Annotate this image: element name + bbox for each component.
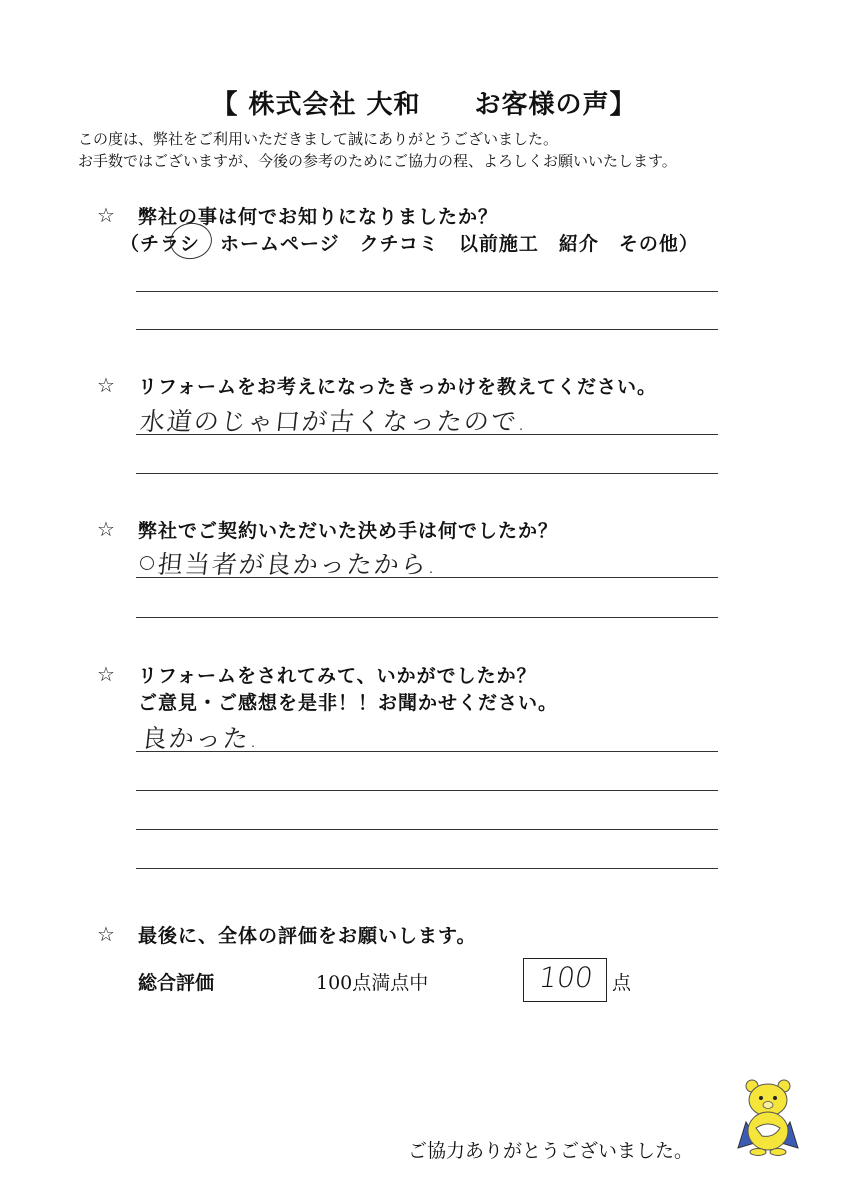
- question-1-options: （チラシ ホームページ クチコミ 以前施工 紹介 その他）: [120, 233, 699, 255]
- answer-line: [136, 329, 718, 330]
- points-unit: 点: [612, 972, 632, 994]
- handwritten-answer-3: 担当者が良かったから.: [156, 550, 440, 579]
- star-icon: ☆: [97, 203, 115, 227]
- question-4-line-1: リフォームをされてみて、いかがでしたか？: [138, 665, 537, 687]
- handwritten-answer-2: 水道のじゃ口が古くなったので.: [138, 407, 530, 436]
- answer-line: [136, 291, 718, 292]
- answer-line: [136, 577, 718, 578]
- star-icon: ☆: [97, 662, 115, 686]
- answer-line: [136, 790, 718, 791]
- answer-line: [136, 617, 718, 618]
- answer-line: [136, 868, 718, 869]
- intro-line-2: お手数ではございますが、今後の参考のためにご協力の程、よろしくお願いいたします。: [78, 152, 677, 170]
- question-5: 最後に、全体の評価をお願いします。: [138, 925, 477, 947]
- handwritten-answer-4: 良かった.: [140, 724, 262, 753]
- page-title: 【 株式会社 大和 お客様の声】: [211, 90, 637, 120]
- answer-line: [136, 829, 718, 830]
- bear-mascot-icon: [736, 1076, 800, 1156]
- answer-line: [136, 434, 718, 435]
- overall-rating-label: 総合評価: [138, 972, 215, 994]
- question-2: リフォームをお考えになったきっかけを教えてください。: [138, 376, 658, 398]
- thanks-message: ご協力ありがとうございました。: [408, 1140, 694, 1162]
- question-3: 弊社でご契約いただいた決め手は何でしたか？: [138, 520, 559, 542]
- answer-line: [136, 751, 718, 752]
- score-value: 100: [536, 961, 596, 994]
- pen-mark: [137, 553, 156, 572]
- star-icon: ☆: [97, 517, 115, 541]
- star-icon: ☆: [97, 373, 115, 397]
- intro-line-1: この度は、弊社をご利用いただきまして誠にありがとうございました。: [78, 130, 559, 148]
- star-icon: ☆: [97, 922, 115, 946]
- answer-line: [136, 473, 718, 474]
- out-of-100-label: 100点満点中: [316, 972, 429, 994]
- score-box: [523, 958, 607, 1002]
- question-4-line-2: ご意見・ご感想を是非！！お聞かせください。: [138, 692, 559, 714]
- question-1: 弊社の事は何でお知りになりましたか？: [138, 206, 499, 228]
